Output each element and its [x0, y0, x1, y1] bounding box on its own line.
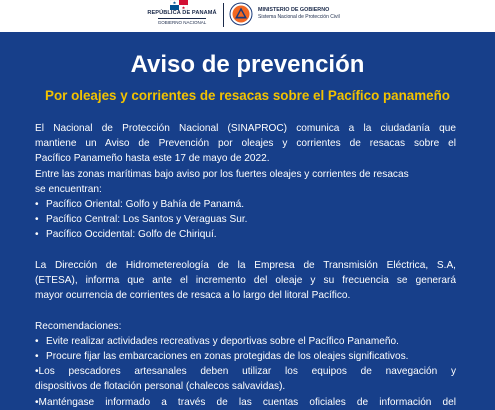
panama-flag-icon: [170, 0, 188, 10]
etesa-line: (ETESA), informa que ante el incremento del oleaje y su frecuencia se generará: [35, 275, 456, 287]
bullet-icon: •: [35, 396, 39, 408]
recommendation-item: [35, 334, 456, 349]
recommendation-text: Manténgase informado a través de las cuentas oficiales de información del: [38, 396, 456, 408]
zone-text: Pacífico Occidental: Golfo de Chiriquí.: [46, 229, 217, 241]
bullet-icon: •: [35, 214, 39, 226]
sinaproc-system-label: Sistema Nacional de Protección Civil: [258, 14, 340, 20]
recommendation-text: Los pescadores artesanales deben utilizar los equipos de navegación y: [38, 366, 456, 378]
page-title: Aviso de prevención: [130, 51, 365, 78]
zones-intro-line: se encuentran:: [35, 183, 102, 195]
recommendation-item: [35, 349, 456, 364]
civil-protection-seal-icon: [229, 2, 253, 26]
intro-line: Pacífico Panameño hasta este 17 de mayo de 2022.: [35, 153, 270, 165]
recommendation-text: Procure fijar las embarcaciones en zonas protegidas de los oleajes significativos.: [46, 351, 409, 363]
recommendation-item: [35, 364, 456, 379]
bullet-icon: •: [35, 199, 39, 211]
recommendation-continuation: dispositivos de flotación personal (chalecos salvavidas).: [35, 381, 286, 393]
bullet-icon: •: [35, 366, 39, 378]
republica-label: REPÚBLICA DE PANAMÁ: [147, 10, 217, 16]
etesa-line: La Dirección de Hidrometereología de la Empresa de Transmisión Eléctrica, S.A,: [35, 259, 456, 271]
notice-body: [35, 121, 456, 410]
bullet-icon: •: [35, 351, 39, 363]
spacer: [35, 243, 456, 258]
gobierno-nacional-logo: [142, 0, 222, 32]
intro-line: El Nacional de Protección Nacional (SINAPROC) comunica a la ciudadanía que: [35, 123, 456, 134]
bullet-icon: •: [35, 335, 39, 347]
zone-item: [35, 227, 456, 242]
zone-text: Pacífico Oriental: Golfo y Bahía de Panamá.: [46, 199, 245, 211]
zone-item: [35, 197, 456, 212]
ministerio-label: MINISTERIO DE GOBIERNO: [258, 7, 330, 13]
zone-item: [35, 212, 456, 227]
zones-intro-line: Entre las zonas marítimas bajo aviso por los fuertes oleajes y corrientes de resacas: [35, 168, 409, 180]
spacer: [35, 303, 456, 318]
gobierno-label: GOBIERNO NACIONAL: [157, 20, 207, 25]
recommendations-heading: Recomendaciones:: [35, 320, 122, 332]
intro-line: mantiene un Aviso de Prevención por oleajes y corrientes de resacas sobre el: [35, 138, 456, 150]
recommendation-item: [35, 395, 456, 410]
bullet-icon: •: [35, 229, 39, 241]
zone-text: Pacífico Central: Los Santos y Veraguas Sur.: [46, 214, 248, 226]
etesa-line: mayor ocurrencia de corrientes de resaca a lo largo del litoral Pacífico.: [35, 290, 351, 302]
recommendation-text: Evite realizar actividades recreativas y deportivas sobre el Pacífico Panameño.: [46, 335, 399, 347]
header-bar: [0, 0, 495, 32]
sinaproc-logo: [229, 0, 369, 32]
logo-divider: [223, 3, 224, 27]
page-subtitle: Por oleajes y corrientes de resacas sobre el Pacífico panameño: [45, 88, 450, 103]
